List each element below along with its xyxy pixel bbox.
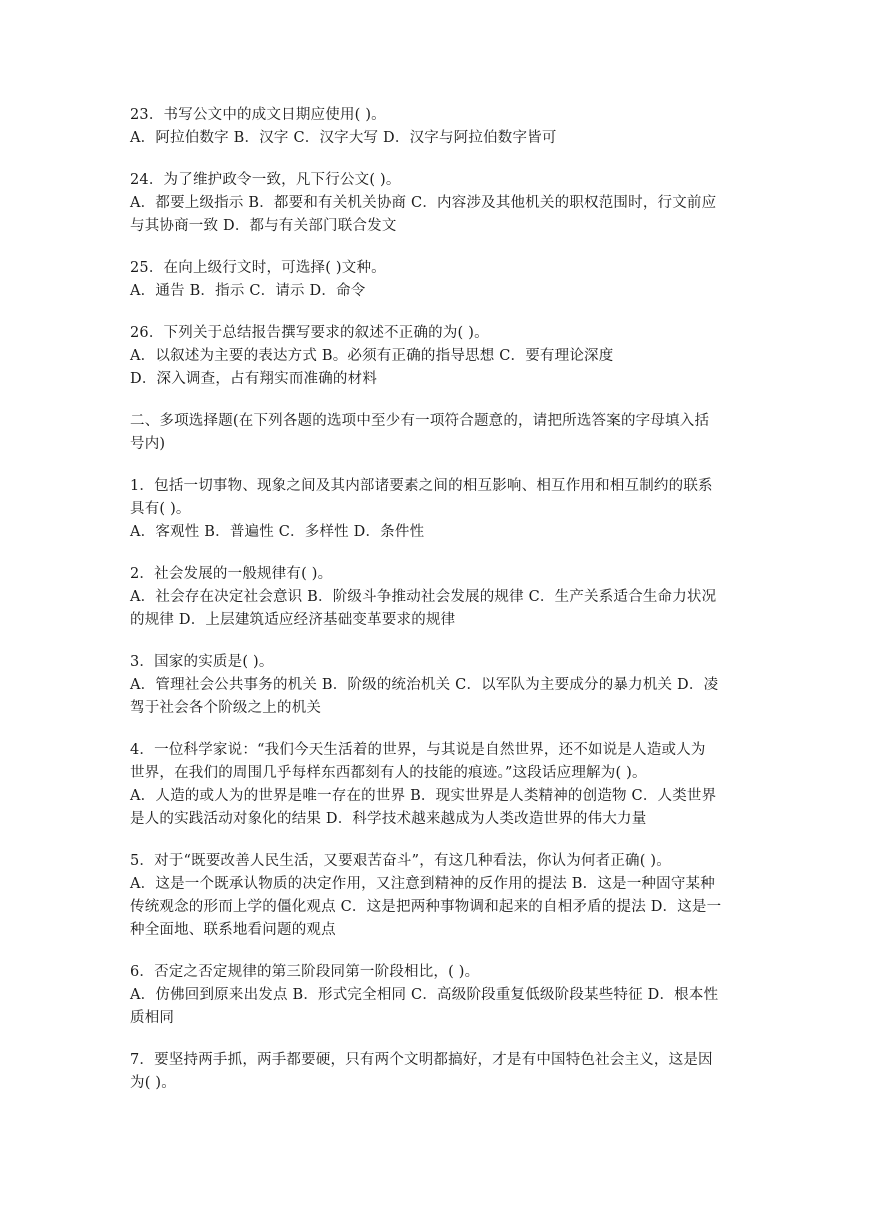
question-options: A．通告 B．指示 C．请示 D．命令 bbox=[130, 283, 366, 299]
question-options: 是人的实践活动对象化的结果 D．科学技术越来越成为人类改造世界的伟大力量 bbox=[130, 811, 647, 827]
question-options: A．阿拉伯数字 B．汉字 C．汉字大写 D．汉字与阿拉伯数字皆可 bbox=[130, 130, 557, 146]
question-options: A．客观性 B．普遍性 C．多样性 D．条件性 bbox=[130, 524, 425, 540]
question-options: A．这是一个既承认物质的决定作用，又注意到精神的反作用的提法 B．这是一种固守某种 bbox=[130, 876, 715, 892]
multi-question-6 bbox=[130, 961, 750, 1030]
question-stem: 7．要坚持两手抓，两手都要硬，只有两个文明都搞好，才是有中国特色社会主义，这是因 bbox=[130, 1052, 713, 1068]
question-options: A．仿佛回到原来出发点 B．形式完全相同 C．高级阶段重复低级阶段某些特征 D．根本性 bbox=[130, 987, 719, 1003]
question-stem: 26．下列关于总结报告撰写要求的叙述不正确的为( )。 bbox=[130, 325, 489, 341]
question-26 bbox=[130, 322, 750, 391]
document-page bbox=[130, 104, 750, 1114]
question-options: 驾于社会各个阶级之上的机关 bbox=[130, 700, 322, 716]
question-options: 质相同 bbox=[130, 1010, 175, 1026]
question-stem: 为( )。 bbox=[130, 1075, 176, 1091]
multi-question-1 bbox=[130, 475, 750, 544]
section-heading-text: 号内) bbox=[130, 436, 166, 452]
question-stem: 4．一位科学家说：“我们今天生活着的世界，与其说是自然世界，还不如说是人造或人为 bbox=[130, 742, 706, 758]
question-stem: 具有( )。 bbox=[130, 501, 191, 517]
question-stem: 世界，在我们的周围几乎每样东西都刻有人的技能的痕迹。”这段话应理解为( )。 bbox=[130, 765, 647, 781]
question-options: 种全面地、联系地看问题的观点 bbox=[130, 922, 336, 938]
multi-question-4 bbox=[130, 739, 750, 831]
section-heading bbox=[130, 410, 750, 456]
question-options: A．管理社会公共事务的机关 B．阶级的统治机关 C．以军队为主要成分的暴力机关 D．凌 bbox=[130, 677, 719, 693]
multi-question-3 bbox=[130, 651, 750, 720]
question-stem: 25．在向上级行文时，可选择( )文种。 bbox=[130, 260, 386, 276]
question-25 bbox=[130, 257, 750, 303]
question-stem: 23．书写公文中的成文日期应使用( )。 bbox=[130, 107, 386, 123]
question-24 bbox=[130, 169, 750, 238]
question-stem: 6．否定之否定规律的第三阶段同第一阶段相比，( )。 bbox=[130, 964, 480, 980]
multi-question-2 bbox=[130, 563, 750, 632]
question-stem: 24．为了维护政令一致，凡下行公文( )。 bbox=[130, 172, 401, 188]
question-stem: 3．国家的实质是( )。 bbox=[130, 654, 274, 670]
question-options: D．深入调查，占有翔实而准确的材料 bbox=[130, 371, 378, 387]
question-options: A．都要上级指示 B．都要和有关机关协商 C．内容涉及其他机关的职权范围时，行文前应 bbox=[130, 195, 717, 211]
question-23 bbox=[130, 104, 750, 150]
multi-question-5 bbox=[130, 850, 750, 942]
question-options: 与其协商一致 D．都与有关部门联合发文 bbox=[130, 218, 397, 234]
question-options: 的规律 D．上层建筑适应经济基础变革要求的规律 bbox=[130, 612, 456, 628]
question-options: A．人造的或人为的世界是唯一存在的世界 B．现实世界是人类精神的创造物 C．人类世界 bbox=[130, 788, 717, 804]
question-stem: 1．包括一切事物、现象之间及其内部诸要素之间的相互影响、相互作用和相互制约的联系 bbox=[130, 478, 713, 494]
question-options: A．社会存在决定社会意识 B．阶级斗争推动社会发展的规律 C．生产关系适合生命力状况 bbox=[130, 589, 717, 605]
section-heading-text: 二、多项选择题(在下列各题的选项中至少有一项符合题意的，请把所选答案的字母填入括 bbox=[130, 413, 710, 429]
multi-question-7 bbox=[130, 1049, 750, 1095]
question-options: A．以叙述为主要的表达方式 B。必须有正确的指导思想 C．要有理论深度 bbox=[130, 348, 614, 364]
question-options: 传统观念的形而上学的僵化观点 C．这是把两种事物调和起来的自相矛盾的提法 D．这是一 bbox=[130, 899, 722, 915]
question-stem: 2．社会发展的一般规律有( )。 bbox=[130, 566, 333, 582]
question-stem: 5．对于“既要改善人民生活，又要艰苦奋斗”，有这几种看法，你认为何者正确( )。 bbox=[130, 853, 671, 869]
